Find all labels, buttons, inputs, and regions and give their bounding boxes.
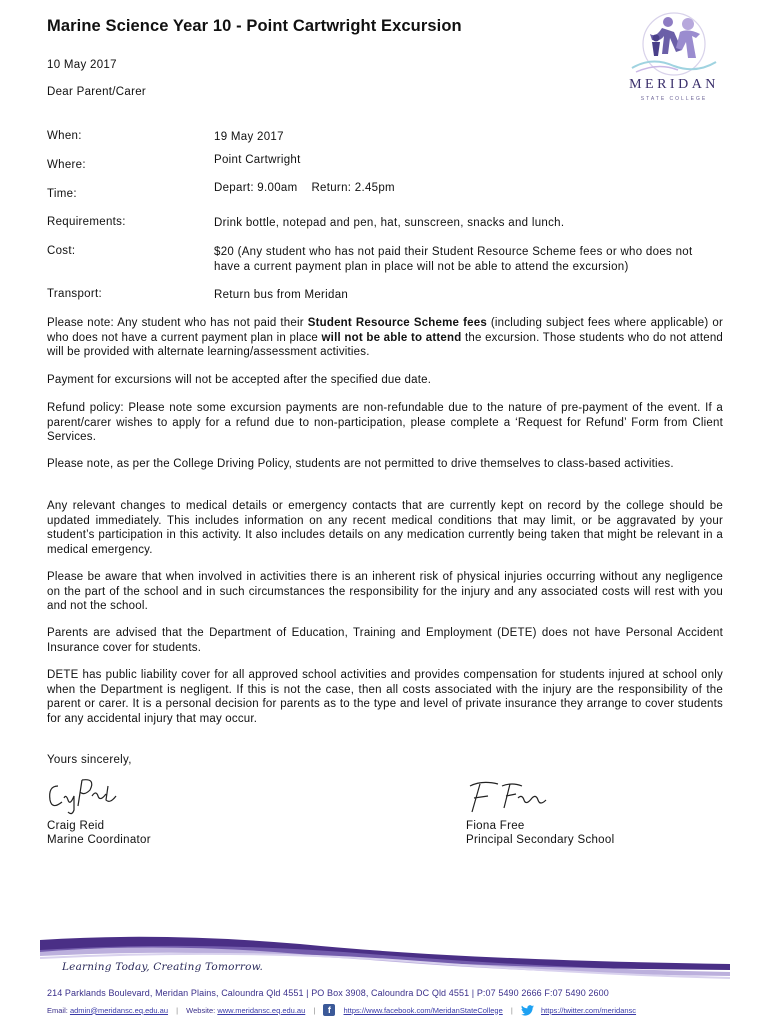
paragraph-risk: Please be aware that when involved in activities there is an inherent risk of physical injuries occurring without any negligence on the part of the school and in such circumstances the responsibility for the injury and any associated costs will rest with you and not the school.	[47, 571, 723, 612]
letter-date: 10 May 2017	[47, 59, 117, 71]
facebook-icon: f	[323, 1004, 335, 1016]
detail-label-requirements: Requirements:	[47, 216, 126, 228]
email-label: Email:	[47, 1005, 68, 1015]
fees-emphasis: Student Resource Scheme fees	[307, 317, 487, 329]
paragraph-payment-due: Payment for excursions will not be accepted after the specified due date.	[47, 374, 432, 386]
website-link[interactable]: www.meridansc.eq.edu.au	[217, 1005, 306, 1015]
attend-emphasis: will not be able to attend	[321, 331, 462, 344]
detail-value-time: Depart: 9.00am Return: 2.45pm	[214, 182, 395, 194]
footer-tagline: Learning Today, Creating Tomorrow.	[62, 961, 264, 973]
divider: |	[176, 1005, 179, 1015]
twitter-icon	[521, 1005, 534, 1016]
signatory-craig-name: Craig Reid	[47, 820, 105, 832]
paragraph-driving-policy: Please note, as per the College Driving Policy, students are not permitted to drive themselves to class-based activities.	[47, 458, 674, 470]
logo-subtitle: STATE COLLEGE	[640, 96, 708, 102]
paragraph-liability: DETE has public liability cover for all approved school activities and provides compensation for students injured at school only when the Department is negligent. If this is not the case, then all costs associated with the injury are the responsibility of the parent or carer. It is a personal decision for parents as to the type and level of private insurance they arrange to cover students for any accidental injury that may occur.	[47, 669, 723, 725]
detail-value-when: 19 May 2017	[214, 131, 284, 143]
website-label: Website:	[186, 1005, 216, 1015]
signatory-fiona-role: Principal Secondary School	[466, 834, 615, 846]
logo-wordmark: MERIDAN	[629, 77, 719, 92]
facebook-link[interactable]: https://www.facebook.com/MeridanStateCollege	[343, 1005, 503, 1015]
footer-contacts	[47, 1004, 737, 1018]
signatory-craig-role: Marine Coordinator	[47, 834, 151, 846]
closing: Yours sincerely,	[47, 754, 132, 766]
detail-value-cost: $20 (Any student who has not paid their Student Resource Scheme fees or who does not have a current payment plan in place will not be able to attend the excursion)	[214, 246, 693, 273]
twitter-link[interactable]: https://twitter.com/meridansc	[541, 1005, 637, 1015]
footer-address: 214 Parklands Boulevard, Meridan Plains, Caloundra Qld 4551 | PO Box 3908, Caloundra DC Qld 4551 | P:07 5490 2666 F:07 5490 2600	[47, 988, 609, 998]
paragraph-insurance: Parents are advised that the Department of Education, Training and Employment (DETE) does not have Personal Accident Insurance cover for students.	[47, 627, 723, 654]
paragraph-medical-details: Any relevant changes to medical details or emergency contacts that are currently kept on record by the college should be updated immediately. This includes information on any recent medical conditions that may limit, or be aggravated by your student’s participation in this activity. It also includes details on any medication currently being taken that might be relevant in a medical emergency.	[47, 500, 723, 556]
signature-craig-reid	[44, 776, 144, 816]
footer-wave-banner	[40, 930, 730, 990]
page-title: Marine Science Year 10 - Point Cartwright Excursion	[47, 17, 462, 35]
logo-figures-icon	[612, 8, 736, 78]
detail-label-when: When:	[47, 130, 82, 142]
paragraph-refund-policy: Refund policy: Please note some excursion payments are non-refundable due to the nature of pre-payment of the event. If a parent/carer wishes to apply for a refund due to non-participation, please complete a ‘Request for Refund’ Form from Client Services.	[47, 402, 723, 443]
detail-value-transport: Return bus from Meridan	[214, 289, 349, 301]
detail-label-transport: Transport:	[47, 288, 102, 300]
divider: |	[510, 1005, 513, 1015]
paragraph-fees-notice: Please note: Any student who has not paid their Student Resource Scheme fees (including subject fees where applicable) or who does not have a current payment plan in place will not be able to attend the excursion. Those students who do not attend will be provided with alternate learning/assessment activities.	[47, 317, 724, 358]
detail-value-requirements: Drink bottle, notepad and pen, hat, sunscreen, snacks and lunch.	[214, 217, 565, 229]
detail-label-cost: Cost:	[47, 245, 76, 257]
detail-label-where: Where:	[47, 159, 86, 171]
detail-label-time: Time:	[47, 188, 77, 200]
college-logo	[612, 8, 736, 108]
divider: |	[313, 1005, 316, 1015]
detail-value-where: Point Cartwright	[214, 154, 301, 166]
salutation: Dear Parent/Carer	[47, 86, 147, 98]
signature-fiona-free	[462, 778, 552, 816]
email-link[interactable]: admin@meridansc.eq.edu.au	[69, 1005, 169, 1015]
signatory-fiona-name: Fiona Free	[466, 820, 525, 832]
